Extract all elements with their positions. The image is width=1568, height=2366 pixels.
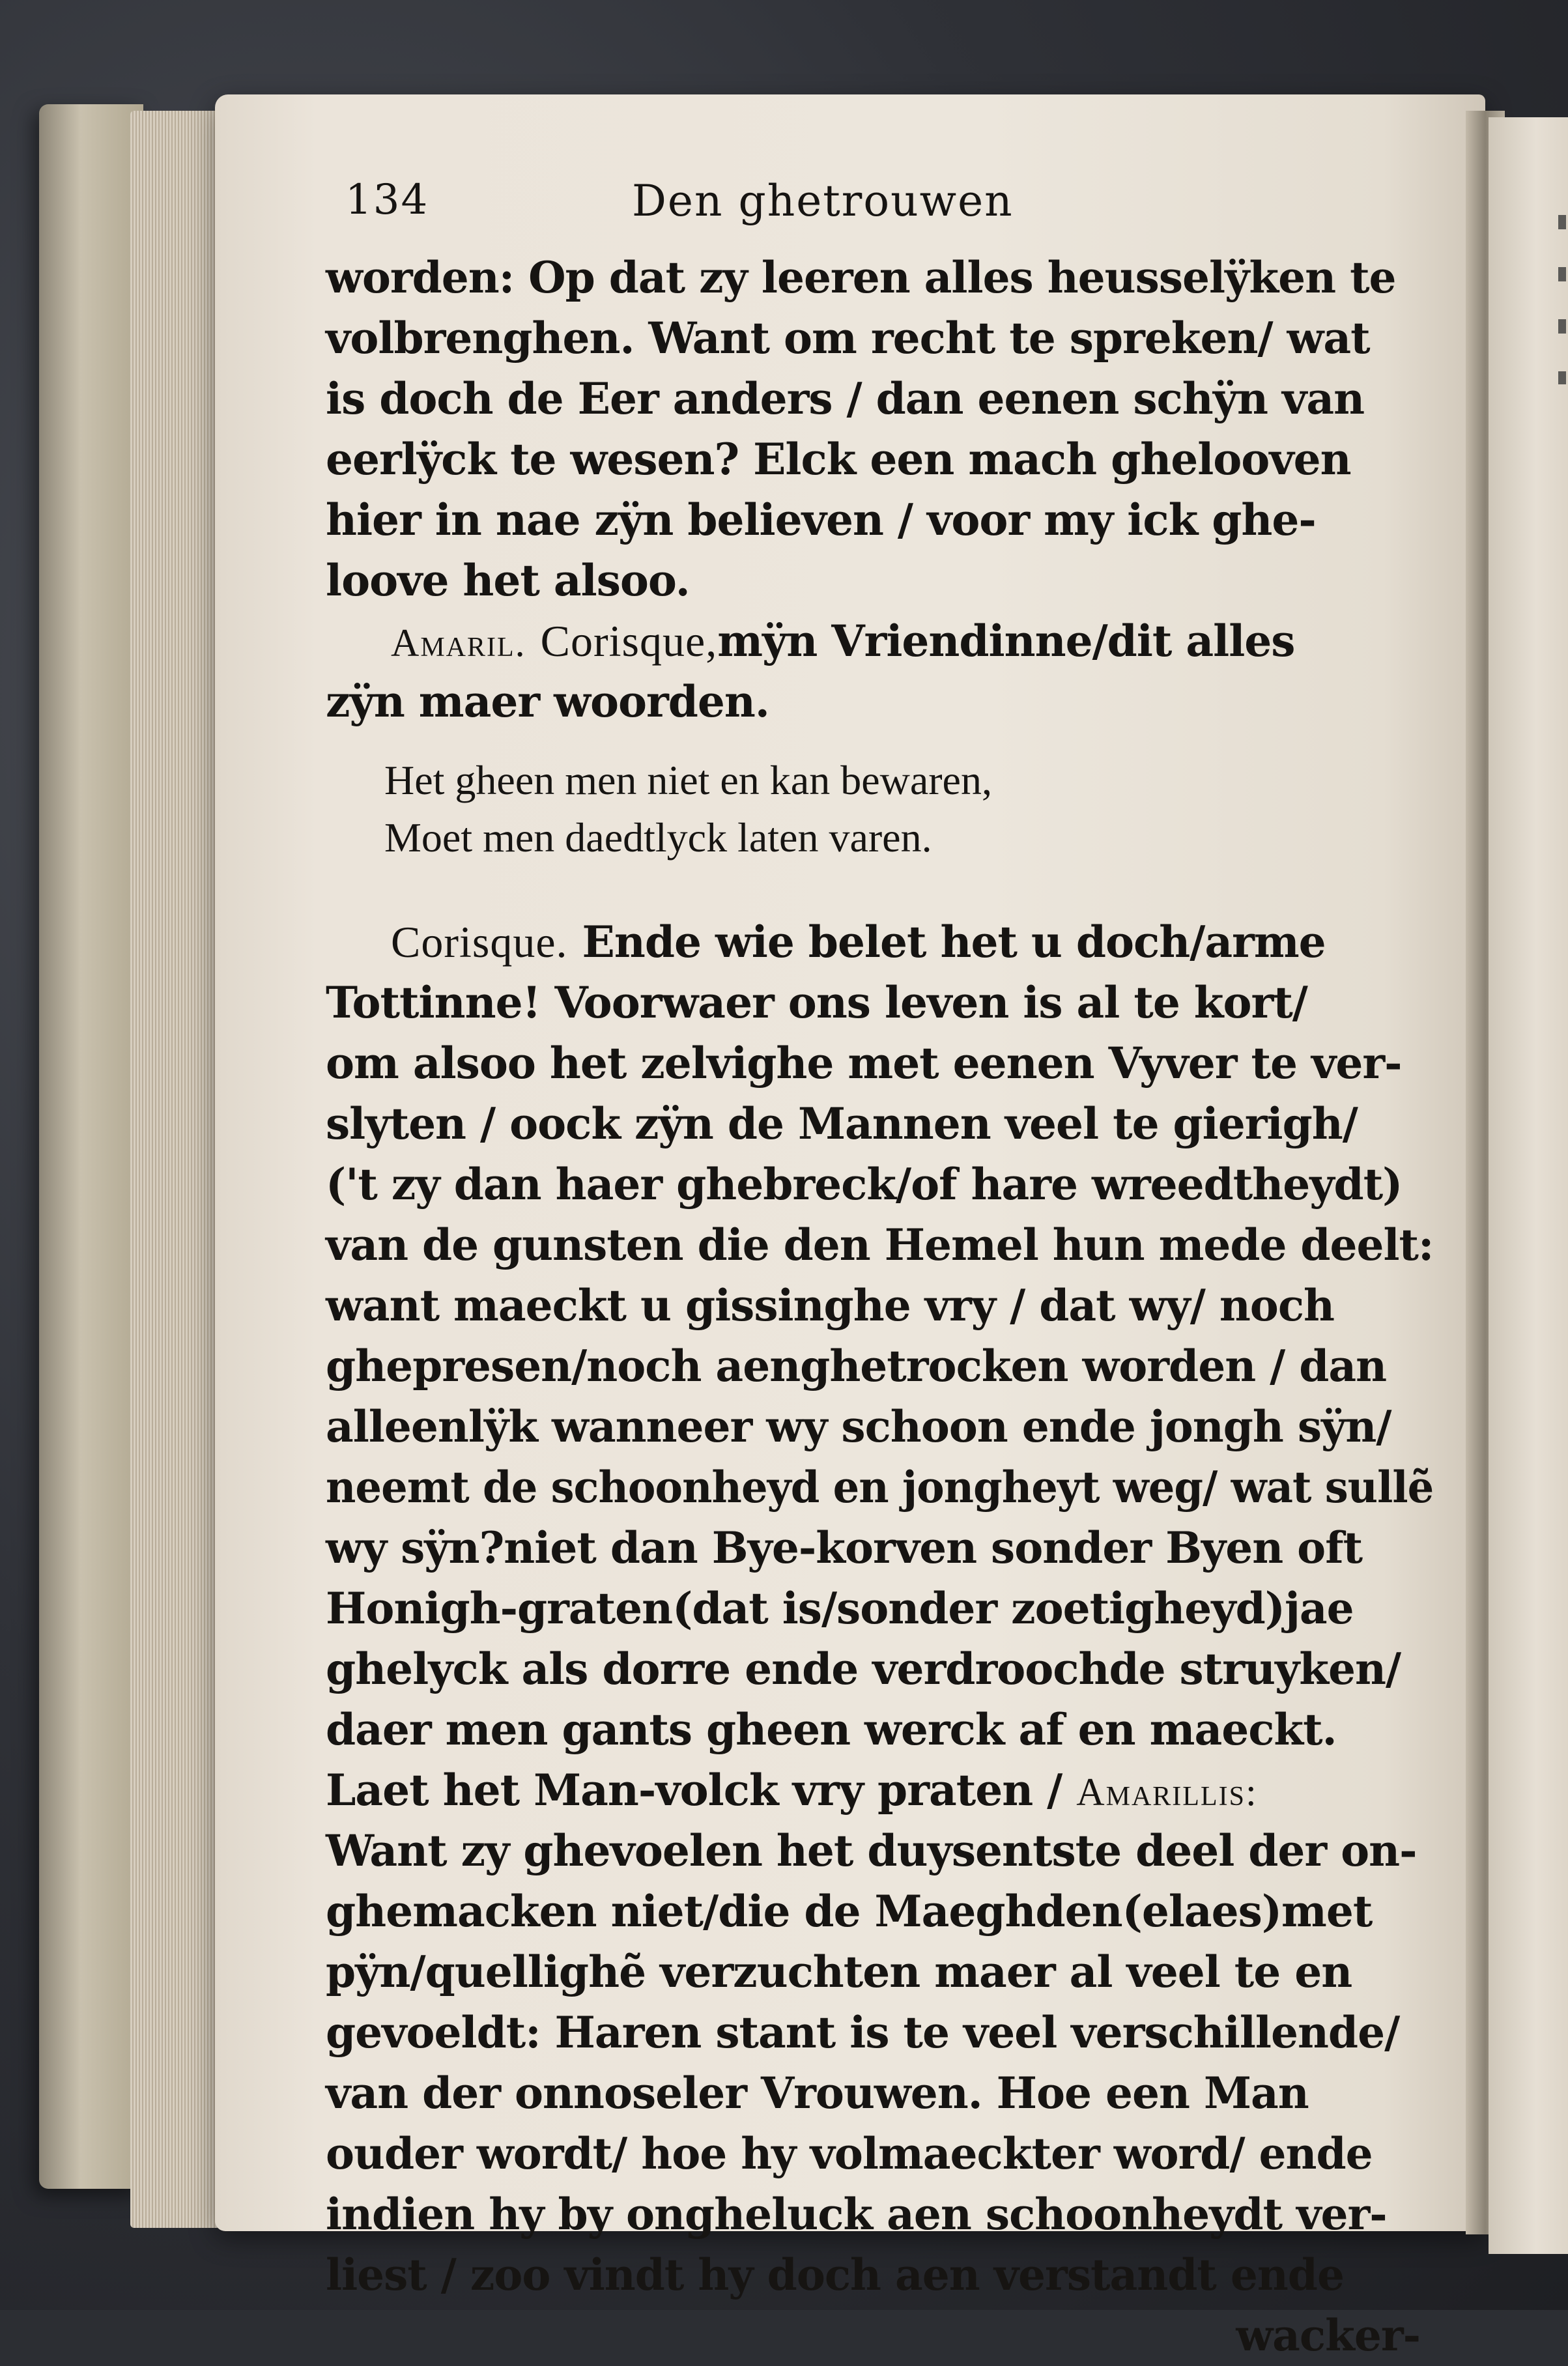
text-line: ghepresen/noch aenghetrocken worden / dan bbox=[326, 1341, 1387, 1391]
text-line: Honigh-graten(dat is/sonder zoetigheyd)jae bbox=[326, 1583, 1354, 1634]
text-line: ('t zy dan haer ghebreck/of hare wreedtheydt) bbox=[326, 1159, 1403, 1210]
text-line: indien hy by ongheluck aen schoonheydt ver- bbox=[326, 2189, 1387, 2240]
text-line: van der onnoseler Vrouwen. Hoe een Man bbox=[326, 2068, 1309, 2118]
page-text bbox=[326, 176, 1433, 2366]
text-line: om alsoo het zelvighe met eenen Vyver te ver- bbox=[326, 1038, 1402, 1089]
text-line: daer men gants gheen werck af en maeckt. bbox=[326, 1704, 1337, 1755]
speech-text: Laet het Man-volck vry praten / bbox=[326, 1765, 1062, 1816]
addressee-name: Corisque, bbox=[540, 616, 718, 666]
speech-amaril-line-1 bbox=[326, 611, 1433, 672]
text-line: Want zy ghevoelen het duysentste deel der on- bbox=[326, 1825, 1417, 1876]
addressee-name: Amarillis: bbox=[1076, 1771, 1258, 1814]
text-line-with-name bbox=[326, 1760, 1433, 1821]
text-line: pÿn/quellighẽ verzuchten maer al veel te en bbox=[326, 1946, 1352, 1997]
text-line: gevoeldt: Haren stant is te veel verschillende/ bbox=[326, 2007, 1400, 2058]
speech-text: mÿn Vriendinne/dit alles bbox=[717, 616, 1295, 666]
speaker-label: Corisque. bbox=[391, 917, 568, 967]
running-title: Den ghetrouwen bbox=[632, 176, 1014, 226]
text-line: is doch de Eer anders / dan eenen schÿn van bbox=[326, 373, 1365, 424]
right-page-text-fragments bbox=[1558, 215, 1566, 384]
speaker-label: Amaril. bbox=[391, 621, 526, 664]
text-line: ghemacken niet/die de Maeghden(elaes)met bbox=[326, 1886, 1373, 1937]
spacer bbox=[326, 732, 1433, 752]
text-line: worden: Op dat zy leeren alles heusselÿken te bbox=[326, 252, 1396, 303]
text-line: eerlÿck te wesen? Elck een mach ghelooven bbox=[326, 434, 1351, 485]
text-line: ghelyck als dorre ende verdroochde struyken/ bbox=[326, 1644, 1401, 1694]
text-line: alleenlÿk wanneer wy schoon ende jongh sÿn/ bbox=[326, 1401, 1391, 1452]
text-line: wy sÿn?niet dan Bye-korven sonder Byen oft bbox=[326, 1522, 1363, 1573]
speech-corisque-line-1 bbox=[326, 912, 1433, 973]
speech-text: Ende wie belet het u doch/arme bbox=[582, 917, 1326, 967]
catchword: wacker- bbox=[1236, 2310, 1420, 2361]
verse-line: Moet men daedtlyck laten varen. bbox=[384, 814, 932, 861]
book-cover-edge bbox=[39, 104, 143, 2189]
text-line: neemt de schoonheyd en jongheyt weg/ wat sullẽ bbox=[326, 1462, 1434, 1513]
text-line: ouder wordt/ hoe hy volmaeckter word/ ende bbox=[326, 2128, 1373, 2179]
text-line: slyten / oock zÿn de Mannen veel te gierigh/ bbox=[326, 1098, 1358, 1149]
page-number: 134 bbox=[345, 176, 429, 224]
text-line: van de gunsten die den Hemel hun mede deelt: bbox=[326, 1219, 1434, 1270]
text-line: Tottinne! Voorwaer ons leven is al te kort/ bbox=[326, 977, 1307, 1028]
text-line: zÿn maer woorden. bbox=[326, 676, 769, 727]
text-line: volbrenghen. Want om recht te spreken/ wat bbox=[326, 313, 1370, 363]
text-line: hier in nae zÿn believen / voor my ick ghe- bbox=[326, 494, 1316, 545]
verse-line: Het gheen men niet en kan bewaren, bbox=[384, 757, 992, 803]
spacer bbox=[326, 866, 1433, 912]
text-line: loove het alsoo. bbox=[326, 555, 690, 606]
right-page-edge bbox=[1489, 117, 1568, 2254]
text-line: want maeckt u gissinghe vry / dat wy/ noch bbox=[326, 1280, 1334, 1331]
text-line: liest / zoo vindt hy doch aen verstandt ende bbox=[326, 2249, 1344, 2300]
running-head bbox=[326, 176, 1433, 248]
